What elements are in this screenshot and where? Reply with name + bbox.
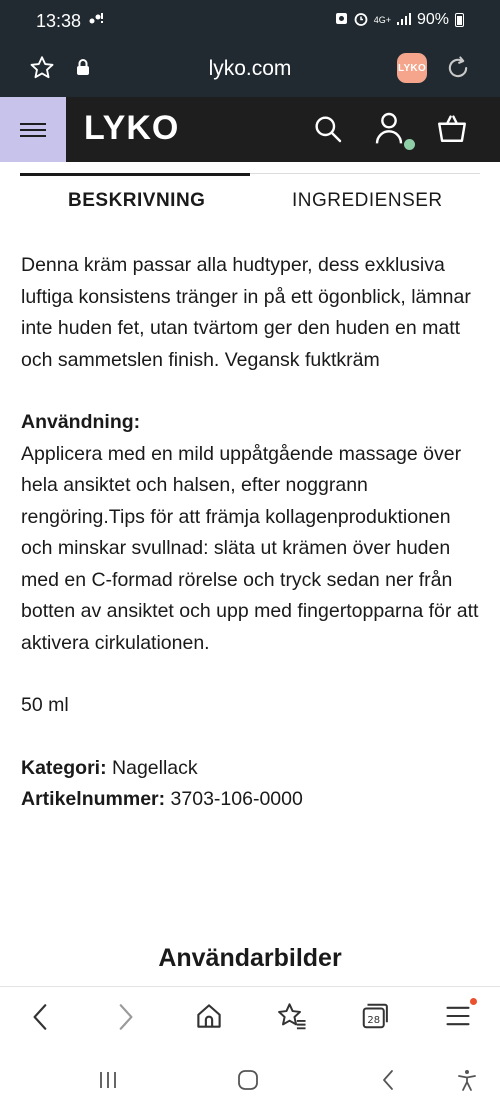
tabs-count: 28 (367, 1014, 381, 1026)
status-time: 13:38 (36, 11, 82, 31)
home-icon[interactable] (194, 1001, 224, 1036)
product-description (21, 250, 481, 816)
tab-active-indicator (20, 173, 250, 176)
description-intro: Denna kräm passar alla hudtyper, dess exklusiva luftiga konsistens tränger in på ett ögonblick, lämnar inte huden fet, utan tvärtom ger den huden en matt och sammetslen finish. Vegansk fuktkräm (21, 254, 471, 371)
product-volume: 50 ml (21, 694, 69, 716)
network-label: 4G+ (373, 15, 391, 25)
system-back-icon[interactable] (377, 1068, 401, 1097)
article-value: 3703-106-0000 (170, 788, 303, 810)
site-header (0, 97, 500, 162)
article-label: Artikelnummer: (21, 788, 166, 810)
battery-percent: 90% (416, 11, 449, 28)
site-badge[interactable]: LYKO (397, 53, 427, 83)
accessibility-icon[interactable] (455, 1068, 479, 1097)
system-nav-bar (0, 1050, 500, 1111)
recent-apps-icon[interactable] (96, 1068, 120, 1097)
search-icon[interactable] (312, 113, 344, 150)
notification-icon (88, 12, 104, 29)
signal-icon (397, 13, 411, 28)
alarm-icon (335, 12, 348, 28)
tabs-icon[interactable] (360, 1001, 390, 1036)
usage-text: Applicera med en mild uppåtgående massage över hela ansiktet och halsen, efter noggrann rengöring.Tips för att främja kollagenproduktionen och minskar svullnad: släta ut krämen över huden med en C-formad rörelse och tryck sedan ner från botten av ansiktet och upp med fingertopparna för att aktivera cirkulationen. (21, 442, 479, 654)
tab-ingredients[interactable]: INGREDIENSER (292, 190, 443, 211)
status-icons (335, 11, 464, 29)
category-value: Nagellack (112, 756, 198, 779)
article-row (21, 784, 481, 816)
status-bar (0, 0, 500, 44)
category-row (21, 753, 481, 785)
battery-icon (455, 13, 464, 27)
product-tabs (20, 170, 480, 222)
user-images-heading: Användarbilder (158, 944, 342, 972)
usage-heading: Användning: (21, 411, 141, 433)
shopping-bag-icon[interactable] (435, 111, 469, 150)
clock-icon (354, 12, 368, 29)
reload-icon[interactable] (444, 54, 472, 87)
url-bar (0, 44, 500, 97)
menu-button[interactable] (0, 97, 66, 162)
bookmarks-icon[interactable] (276, 1001, 308, 1036)
site-logo[interactable]: LYKO (84, 109, 180, 147)
notification-dot (470, 998, 477, 1005)
tab-description[interactable]: BESKRIVNING (68, 190, 206, 211)
home-button-icon[interactable] (236, 1068, 260, 1097)
url-domain[interactable]: lyko.com (208, 57, 292, 80)
back-icon[interactable] (28, 1001, 54, 1038)
browser-menu-icon[interactable] (444, 1001, 472, 1036)
user-icon[interactable] (373, 110, 405, 151)
hamburger-icon (20, 119, 46, 141)
logged-in-dot (404, 139, 415, 150)
category-label: Kategori: (21, 756, 107, 779)
forward-icon[interactable] (112, 1001, 138, 1038)
browser-toolbar (0, 986, 500, 1050)
